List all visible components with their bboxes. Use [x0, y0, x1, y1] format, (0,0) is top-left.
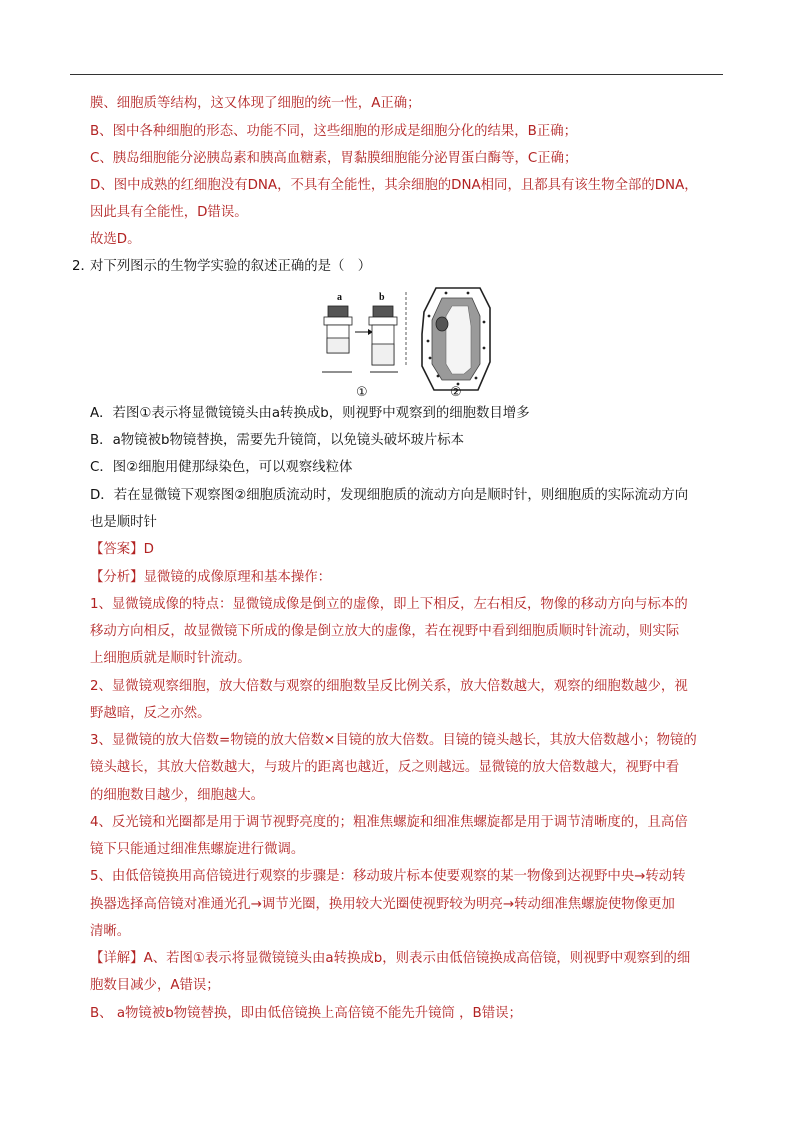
- figure-label-a: a: [337, 292, 342, 303]
- analysis-line: 4、反光镜和光圈都是用于调节视野亮度的；粗准焦螺旋和细准焦螺旋都是用于调节清晰度的，且高倍: [90, 815, 688, 830]
- header-rule: [70, 74, 723, 75]
- answer-value: D: [143, 542, 154, 557]
- figure-caption-2: ②: [450, 385, 462, 400]
- explanation-line: 膜、细胞质等结构，这又体现了细胞的统一性，A正确；: [90, 96, 421, 111]
- analysis-line: 换器选择高倍镜对准通光孔→调节光圈，换用较大光圈使视野较为明亮→转动细准焦螺旋使物像更加: [90, 897, 675, 912]
- option-d: D．若在显微镜下观察图②细胞质流动时，发现细胞质的流动方向是顺时针，则细胞质的实际流动方向: [90, 488, 689, 503]
- analysis-tag: 【分析】: [90, 570, 144, 585]
- answer-line: [90, 541, 154, 559]
- detail-tag: 【详解】: [90, 951, 144, 966]
- figure-caption-1: ①: [356, 385, 368, 400]
- question-figure: [318, 286, 493, 404]
- analysis-line: 的细胞数目越少，细胞越大。: [90, 788, 265, 803]
- question-stem: 对下列图示的生物学实验的叙述正确的是（ ）: [90, 259, 372, 274]
- figure-label-b: b: [379, 292, 385, 303]
- analysis-line: 清晰。: [90, 924, 131, 939]
- detail-header: [90, 950, 690, 968]
- option-b: B．a物镜被b物镜替换，需要先升镜筒，以免镜头破坏玻片标本: [90, 433, 465, 448]
- analysis-line: 5、由低倍镜换用高倍镜进行观察的步骤是：移动玻片标本使要观察的某一物像到达视野中央→转动转: [90, 869, 686, 884]
- analysis-header: [90, 569, 331, 587]
- explanation-line: D、图中成熟的红细胞没有DNA，不具有全能性，其余细胞的DNA相同，且都具有该生物全部的DNA，: [90, 178, 698, 193]
- question-number: 2．: [72, 259, 94, 274]
- option-c: C．图②细胞用健那绿染色，可以观察线粒体: [90, 460, 353, 475]
- explanation-line: B、图中各种细胞的形态、功能不同，这些细胞的形成是细胞分化的结果，B正确；: [90, 124, 578, 139]
- detail-line: 胞数目减少，A错误；: [90, 978, 220, 993]
- explanation-line: 因此具有全能性，D错误。: [90, 205, 248, 220]
- explanation-line: C、胰岛细胞能分泌胰岛素和胰高血糖素，胃黏膜细胞能分泌胃蛋白酶等，C正确；: [90, 151, 578, 166]
- detail-line: B、 a物镜被b物镜替换，即由低倍镜换上高倍镜不能先升镜筒 ，B错误；: [90, 1006, 522, 1021]
- analysis-line: 移动方向相反，故显微镜下所成的像是倒立放大的虚像，若在视野中看到细胞质顺时针流动，则实际: [90, 624, 680, 639]
- explanation-line: 故选D。: [90, 232, 141, 247]
- analysis-line: 镜头越长，其放大倍数越大，与玻片的距离也越近，反之则越远。显微镜的放大倍数越大，视野中看: [90, 760, 680, 775]
- analysis-line: 镜下只能通过细准焦螺旋进行微调。: [90, 842, 305, 857]
- analysis-line: 2、显微镜观察细胞，放大倍数与观察的细胞数呈反比例关系，放大倍数越大，观察的细胞数越少，视: [90, 679, 688, 694]
- analysis-intro: 显微镜的成像原理和基本操作：: [143, 570, 332, 585]
- analysis-line: 上细胞质就是顺时针流动。: [90, 651, 251, 666]
- analysis-line: 1、显微镜成像的特点：显微镜成像是倒立的虚像，即上下相反，左右相反，物像的移动方向与标本的: [90, 597, 688, 612]
- option-a: A．若图①表示将显微镜镜头由a转换成b，则视野中观察到的细胞数目增多: [90, 406, 530, 421]
- analysis-line: 3、显微镜的放大倍数=物镜的放大倍数×目镜的放大倍数。目镜的镜头越长，其放大倍数越小；物镜的: [90, 733, 697, 748]
- analysis-line: 野越暗，反之亦然。: [90, 706, 211, 721]
- option-d-continued: 也是顺时针: [90, 515, 157, 530]
- detail-line: A、若图①表示将显微镜镜头由a转换成b，则表示由低倍镜换成高倍镜，则视野中观察到的细: [143, 951, 691, 966]
- answer-tag: 【答案】: [90, 542, 144, 557]
